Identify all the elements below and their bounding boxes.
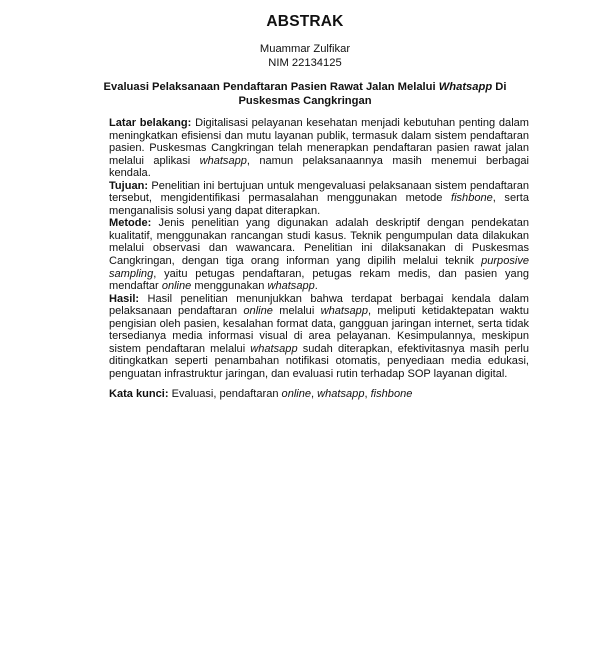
- page-heading: ABSTRAK: [266, 13, 344, 30]
- author-name: Muammar Zulfikar: [259, 43, 351, 55]
- latar-belakang-text: , namun pelaksanaannya masih menemui berbagai kendala.: [109, 154, 529, 180]
- author-block: [0, 42, 610, 70]
- title-term-whatsapp: Whatsapp: [438, 81, 493, 93]
- tujuan-text: , serta menganalisis solusi yang dapat diterapkan.: [109, 192, 529, 217]
- hasil-label: Hasil:: [109, 292, 140, 305]
- metode-text: menggunakan: [191, 280, 268, 293]
- keywords-paragraph: [109, 388, 529, 401]
- hasil-text: sudah diterapkan, efektivitasnya masih perlu ditingkatkan seperti penambahan notifikasi otomatis, penyediaan media edukasi, penguatan infrastruktur jaringan, dan evaluasi rutin terhadap SOP layanan digital.: [109, 342, 529, 380]
- keyword-term: online: [281, 388, 312, 401]
- keywords-text: ,: [364, 388, 371, 401]
- hasil-term: whatsapp: [250, 342, 298, 355]
- latar-belakang-label: Latar belakang:: [109, 117, 192, 129]
- metode-text: , yaitu petugas pendaftaran, petugas rekam medis, dan pasien yang mendaftar: [109, 267, 529, 293]
- keywords-text: ,: [311, 388, 318, 401]
- keywords-label: Kata kunci:: [109, 388, 169, 401]
- hasil-text: , meliputi ketidaktepatan waktu pengisian oleh pasien, kesalahan format data, gangguan jaringan internet, serta tidak tersedianya media informasi visual di area pelayanan. Kesimpulannya, meskipun sistem pendaftaran melalui: [109, 305, 529, 355]
- metode-paragraph: [109, 217, 529, 292]
- keyword-term: whatsapp: [317, 388, 365, 401]
- metode-term: whatsapp: [267, 280, 315, 293]
- tujuan-term: fishbone: [451, 192, 493, 205]
- keyword-term: fishbone: [370, 388, 413, 401]
- tujuan-text: Penelitian ini bertujuan untuk mengevaluasi pelaksanaan sistem pendaftaran tersebut, mengidentifikasi permasalahan menggunakan metode: [109, 179, 529, 205]
- tujuan-label: Tujuan:: [109, 179, 149, 192]
- tujuan-paragraph: [109, 180, 529, 218]
- abstract-body: [109, 117, 529, 401]
- hasil-term: online: [243, 305, 273, 318]
- hasil-text: melalui: [272, 305, 321, 318]
- latar-belakang-paragraph: [109, 117, 529, 180]
- keywords-text: Evaluasi, pendaftaran: [168, 388, 282, 401]
- latar-belakang-text: Digitalisasi pelayanan kesehatan menjadi kebutuhan penting dalam meningkatkan efisiensi dan mutu layanan publik, termasuk dalam sistem pendaftaran pasien. Puskesmas Cangkringan telah menerapkan pendaftaran pasien rawat jalan melalui aplikasi: [109, 117, 530, 167]
- metode-text: Jenis penelitian yang digunakan adalah deskriptif dengan pendekatan kualitatif, menggunakan rancangan studi kasus. Teknik pengumpulan data dilakukan melalui observasi dan wawancara. Penelitian ini dilaksanakan di Puskesmas Cangkringan, dengan tiga orang informan yang dipilih melalui teknik: [109, 217, 529, 268]
- metode-term: online: [161, 280, 192, 293]
- hasil-term: whatsapp: [320, 305, 368, 318]
- metode-text: .: [314, 280, 318, 293]
- author-nim: NIM 22134125: [268, 57, 342, 69]
- hasil-paragraph: [109, 293, 529, 381]
- document-title: [96, 80, 514, 108]
- hasil-text: Hasil penelitian menunjukkan bahwa terdapat berbagai kendala dalam pelaksanaan pendaftaran: [109, 292, 529, 318]
- metode-label: Metode:: [109, 217, 152, 230]
- title-text-2: Di Puskesmas Cangkringan: [238, 81, 507, 108]
- title-text-1: Evaluasi Pelaksanaan Pendaftaran Pasien Rawat Jalan Melalui: [103, 81, 439, 93]
- latar-belakang-term: whatsapp: [199, 154, 247, 167]
- metode-term: purposive sampling: [109, 255, 529, 280]
